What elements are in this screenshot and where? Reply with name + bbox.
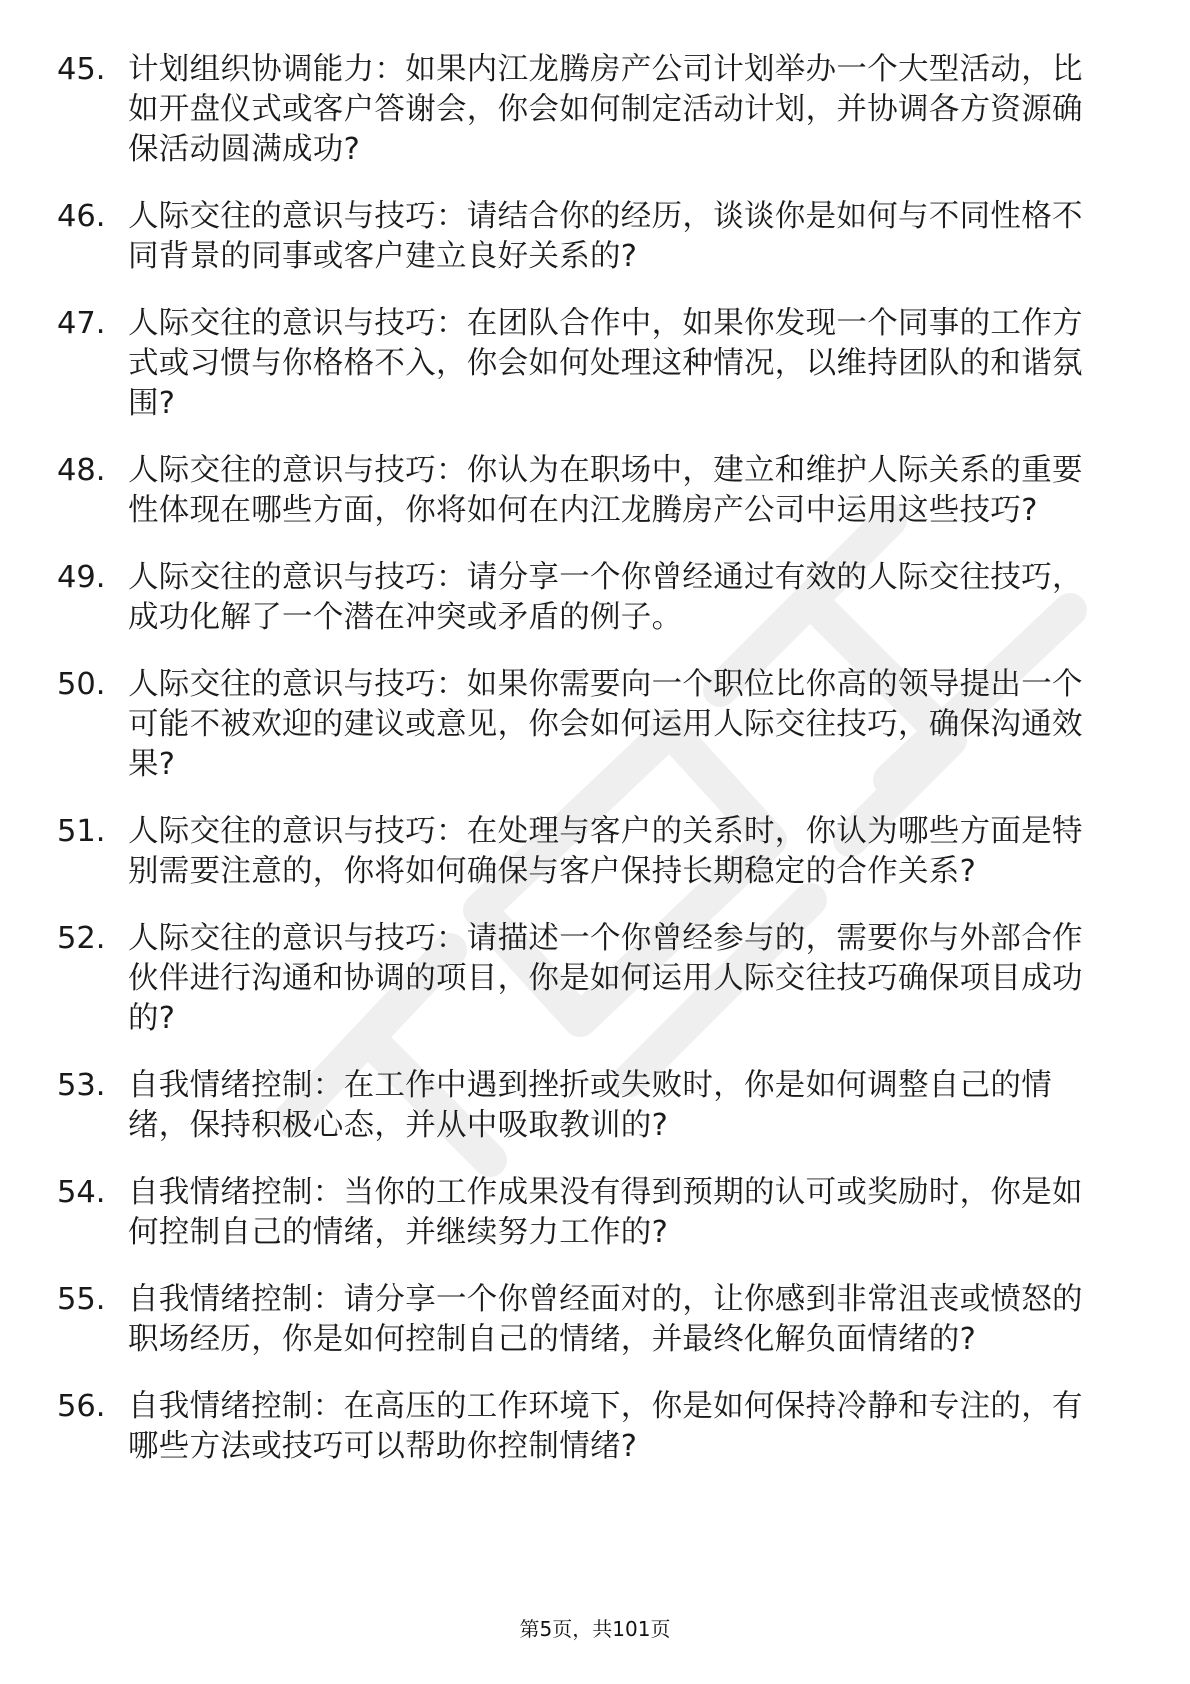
question-text: 自我情绪控制：在高压的工作环境下，你是如何保持冷静和专注的，有哪些方法或技巧可以帮助你控制情绪? [128, 1389, 1083, 1464]
question-number: 47. [57, 306, 106, 341]
question-item [0, 919, 1110, 1039]
question-item [0, 50, 1110, 170]
question-text: 人际交往的意识与技巧：你认为在职场中，建立和维护人际关系的重要性体现在哪些方面，你将如何在内江龙腾房产公司中运用这些技巧? [128, 453, 1083, 528]
question-list [0, 50, 1190, 1494]
question-item [0, 1387, 1110, 1467]
question-item [0, 197, 1110, 277]
question-text: 人际交往的意识与技巧：请结合你的经历，谈谈你是如何与不同性格不同背景的同事或客户建立良好关系的? [128, 199, 1083, 274]
question-text: 自我情绪控制：当你的工作成果没有得到预期的认可或奖励时，你是如何控制自己的情绪，并继续努力工作的? [128, 1175, 1083, 1250]
question-text: 人际交往的意识与技巧：如果你需要向一个职位比你高的领导提出一个可能不被欢迎的建议或意见，你会如何运用人际交往技巧，确保沟通效果? [128, 667, 1083, 782]
question-text: 人际交往的意识与技巧：在处理与客户的关系时，你认为哪些方面是特别需要注意的，你将如何确保与客户保持长期稳定的合作关系? [128, 814, 1083, 889]
question-item [0, 1066, 1110, 1146]
question-item [0, 451, 1110, 531]
question-number: 48. [57, 453, 106, 488]
question-number: 49. [57, 560, 106, 595]
question-text: 计划组织协调能力：如果内江龙腾房产公司计划举办一个大型活动，比如开盘仪式或客户答谢会，你会如何制定活动计划，并协调各方资源确保活动圆满成功? [128, 52, 1083, 167]
question-number: 45. [57, 52, 106, 87]
question-item [0, 1173, 1110, 1253]
question-item [0, 1280, 1110, 1360]
question-text: 人际交往的意识与技巧：在团队合作中，如果你发现一个同事的工作方式或习惯与你格格不入，你会如何处理这种情况，以维持团队的和谐氛围? [128, 306, 1083, 421]
question-item [0, 304, 1110, 424]
question-number: 56. [57, 1389, 106, 1424]
question-number: 55. [57, 1282, 106, 1317]
question-item [0, 812, 1110, 892]
question-text: 自我情绪控制：在工作中遇到挫折或失败时，你是如何调整自己的情绪，保持积极心态，并从中吸取教训的? [128, 1068, 1052, 1143]
page-footer: 第5页，共101页 [519, 1617, 671, 1641]
question-number: 53. [57, 1068, 106, 1103]
question-number: 51. [57, 814, 106, 849]
question-text: 自我情绪控制：请分享一个你曾经面对的，让你感到非常沮丧或愤怒的职场经历，你是如何控制自己的情绪，并最终化解负面情绪的? [128, 1282, 1083, 1357]
question-item [0, 558, 1110, 638]
question-number: 54. [57, 1175, 106, 1210]
question-number: 46. [57, 199, 106, 234]
question-number: 50. [57, 667, 106, 702]
question-item [0, 665, 1110, 785]
question-text: 人际交往的意识与技巧：请描述一个你曾经参与的，需要你与外部合作伙伴进行沟通和协调的项目，你是如何运用人际交往技巧确保项目成功的? [128, 921, 1083, 1036]
question-text: 人际交往的意识与技巧：请分享一个你曾经通过有效的人际交往技巧，成功化解了一个潜在冲突或矛盾的例子。 [128, 560, 1083, 635]
question-number: 52. [57, 921, 106, 956]
